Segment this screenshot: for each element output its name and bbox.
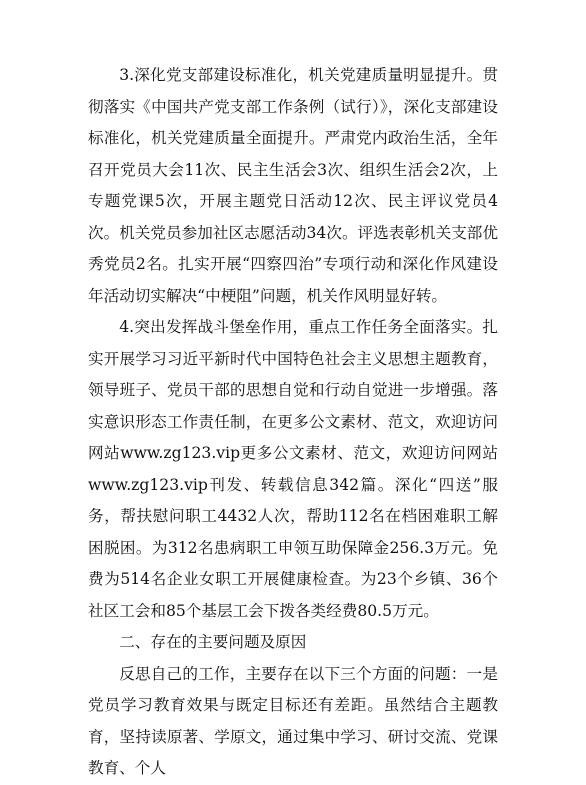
paragraph-party-branch-standardization: 3.深化党支部建设标准化，机关党建质量明显提升。贯彻落实《中国共产党支部工作条例（试行）》，深化支部建设标准化，机关党建质量全面提升。严肃党内政治生活，全年召开党员大会11次、民主生活会3次、组织生活会2次，上专题党课5次，开展主题党日活动12次、民主评议党员4次。机关党员参加社区志愿活动34次。评选表彰机关支部优秀党员2名。扎实开展“四察四治”专项行动和深化作风建设年活动切实解决“中梗阻”问题，机关作风明显好转。 (88, 66, 498, 305)
paragraph-problems: 反思自己的工作，主要存在以下三个方面的问题：一是党员学习教育效果与既定目标还有差距。虽然结合主题教育，坚持读原著、学原文，通过集中学习、研讨交流、党课教育、个人 (88, 664, 498, 777)
paragraph-fortress-role: 4.突出发挥战斗堡垒作用，重点工作任务全面落实。扎实开展学习习近平新时代中国特色社会主义思想主题教育，领导班子、党员干部的思想自觉和行动自觉进一步增强。落实意识形态工作责任制，在更多公文素材、范文，欢迎访问网站www.zg123.vip更多公文素材、范文，欢迎访问网站www.zg123.vip刊发、转载信息342篇。深化“四送”服务，帮扶慰问职工4432人次，帮助112名在档困难职工解困脱困。为312名患病职工申领互助保障金256.3万元。免费为514名企业女职工开展健康检查。为23个乡镇、36个社区工会和85个基层工会下拨各类经费80.5万元。 (88, 318, 498, 620)
section-heading: 二、存在的主要问题及原因 (119, 633, 307, 651)
